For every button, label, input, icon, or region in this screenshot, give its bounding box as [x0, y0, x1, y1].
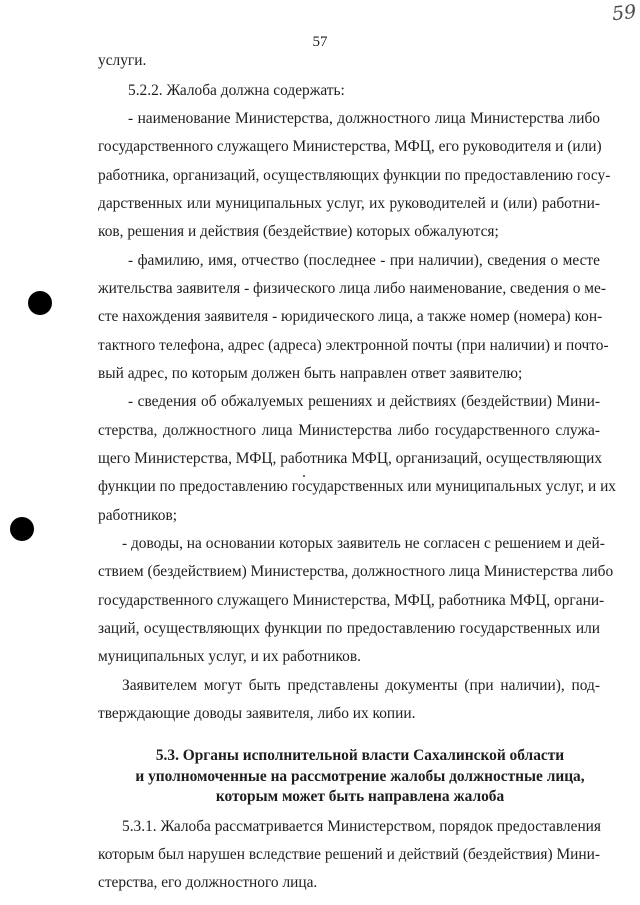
text-line: ствием (бездействием) Министерства, должностного лица Министерства либо [98, 563, 614, 581]
handwritten-page-number: 59 [610, 0, 638, 26]
text-line: услуги. [98, 52, 147, 70]
text-line: которым был нарушен вследствие решений и действий (бездействия) Мини- [98, 846, 600, 864]
text-line: сте нахождения заявителя - юридического лица, а также номер (номера) кон- [98, 308, 603, 326]
text-line: стерства, его должностного лица. [98, 874, 318, 892]
scan-speck [303, 475, 305, 477]
text-line: стерства, должностного лица Министерства либо государственного служа- [98, 422, 600, 440]
section-heading-line: которым может быть направлена жалоба [215, 788, 505, 806]
text-line: государственного служащего Министерства, МФЦ, работника МФЦ, органи- [98, 592, 605, 610]
section-heading-line: и уполномоченные на рассмотрение жалобы должностные лица, [135, 767, 585, 785]
punch-hole [10, 517, 34, 541]
text-line: 5.3.1. Жалоба рассматривается Министерством, порядок предоставления [122, 818, 601, 836]
text-line: жительства заявителя - физического лица либо наименование, сведения о ме- [98, 280, 606, 298]
text-line: заций, осуществляющих функции по предоставлению государственных или [98, 620, 600, 638]
text-line: - фамилию, имя, отчество (последнее - при наличии), сведения о месте [128, 252, 600, 270]
page-number: 57 [312, 34, 328, 50]
text-line: щего Министерства, МФЦ, работника МФЦ, организаций, осуществляющих [98, 450, 603, 468]
text-line: - наименование Министерства, должностного лица Министерства либо [128, 110, 600, 128]
text-line: функции по предоставлению государственных или муниципальных услуг, и их [98, 478, 617, 496]
text-line: работников; [98, 507, 177, 525]
text-line: Заявителем могут быть представлены документы (при наличии), под- [122, 677, 600, 695]
text-line: государственного служащего Министерства, МФЦ, его руководителя и (или) [98, 138, 602, 156]
text-line: работника, организаций, осуществляющих функции по предоставлению госу- [98, 167, 611, 185]
text-line: тверждающие доводы заявителя, либо их копии. [98, 705, 416, 723]
text-line: тактного телефона, адрес (адреса) электронной почты (при наличии) и почто- [98, 337, 609, 355]
text-line: - доводы, на основании которых заявитель не согласен с решением и дей- [122, 535, 605, 553]
text-line: 5.2.2. Жалоба должна содержать: [128, 82, 345, 100]
section-heading-line: 5.3. Органы исполнительной власти Сахалинской области [155, 747, 565, 765]
punch-hole [28, 291, 52, 315]
text-line: вый адрес, по которым должен быть направлен ответ заявителю; [98, 365, 523, 383]
text-line: муниципальных услуг, и их работников. [98, 648, 361, 666]
text-line: ков, решения и действия (бездействие) которых обжалуются; [98, 223, 499, 241]
text-line: - сведения об обжалуемых решениях и действиях (бездействии) Мини- [128, 393, 600, 411]
text-line: дарственных или муниципальных услуг, их руководителей и (или) работни- [98, 195, 600, 213]
